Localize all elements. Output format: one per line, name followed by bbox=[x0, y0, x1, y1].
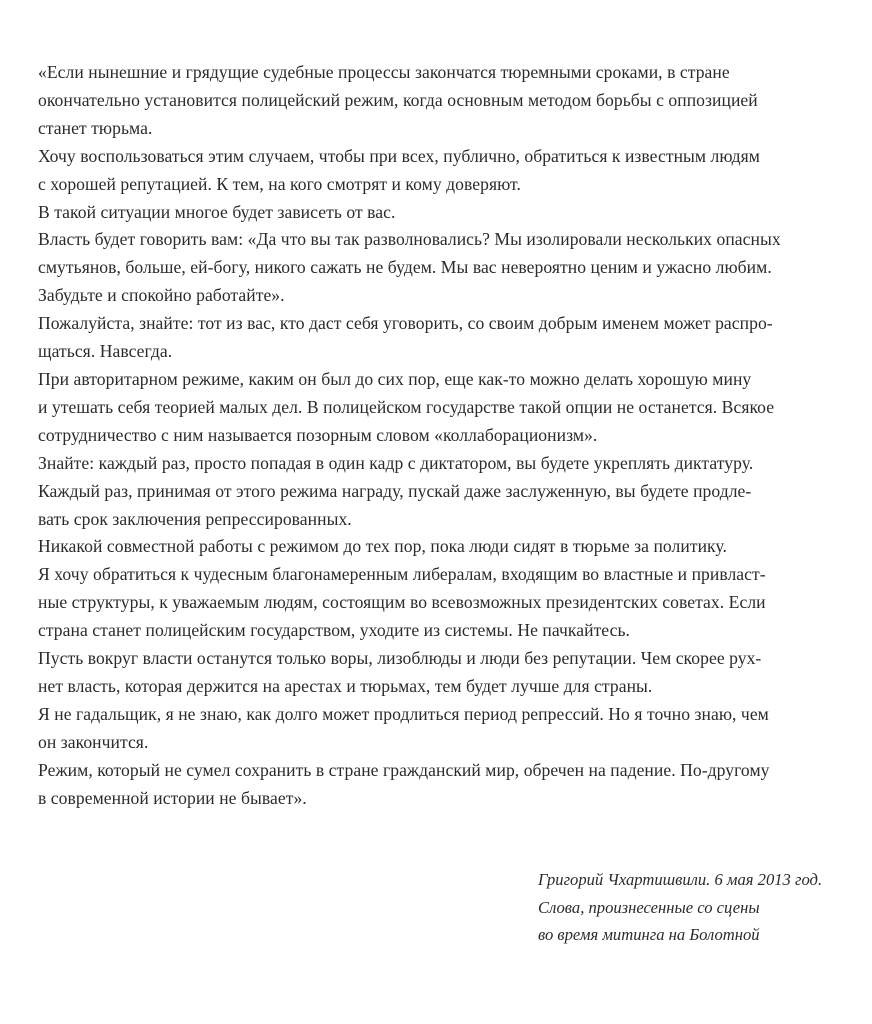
text-line: Я не гадальщик, я не знаю, как долго может продлиться период репрессий. Но я точно знаю, чем bbox=[38, 703, 769, 724]
text-line: вать срок заключения репрессированных. bbox=[38, 508, 352, 529]
text-line: щаться. Навсегда. bbox=[38, 341, 173, 362]
signature-note: во время митинга на Болотной bbox=[538, 925, 760, 944]
text-line: При авторитарном режиме, каким он был до сих пор, еще как-то можно делать хорошую мину bbox=[38, 368, 752, 389]
text-line: Власть будет говорить вам: «Да что вы так разволновались? Мы изолировали нескольких опасных bbox=[38, 229, 781, 250]
text-line: Хочу воспользоваться этим случаем, чтобы при всех, публично, обратиться к известным людям bbox=[38, 145, 760, 166]
text-line: Знайте: каждый раз, просто попадая в один кадр с диктатором, вы будете укреплять диктатуру. bbox=[38, 452, 754, 473]
paragraph bbox=[38, 478, 838, 534]
text-line: ные структуры, к уважаемым людям, состоящим во всевозможных президентских советах. Если bbox=[38, 592, 766, 613]
text-line: Забудьте и спокойно работайте». bbox=[38, 285, 285, 306]
text-line: он закончится. bbox=[38, 731, 149, 752]
text-line: станет тюрьма. bbox=[38, 117, 153, 138]
paragraph bbox=[38, 226, 838, 310]
paragraph bbox=[38, 450, 838, 478]
paragraph bbox=[38, 757, 838, 813]
text-line: «Если нынешние и грядущие судебные процессы закончатся тюремными сроками, в стране bbox=[38, 62, 730, 82]
paragraph bbox=[38, 143, 838, 199]
text-line: Никакой совместной работы с режимом до тех пор, пока люди сидят в тюрьме за политику. bbox=[38, 536, 727, 557]
text-line: В такой ситуации многое будет зависеть от вас. bbox=[38, 201, 396, 222]
text-line: Режим, который не сумел сохранить в стране гражданский мир, обречен на падение. По-другому bbox=[38, 759, 770, 780]
text-line: Я хочу обратиться к чудесным благонамеренным либералам, входящим во властные и привласт- bbox=[38, 564, 766, 585]
text-line: нет власть, которая держится на арестах и тюрьмах, тем будет лучше для страны. bbox=[38, 675, 653, 696]
text-line: в современной истории не бывает». bbox=[38, 787, 307, 808]
paragraph bbox=[38, 561, 838, 645]
paragraph bbox=[38, 199, 838, 227]
paragraph bbox=[38, 645, 838, 701]
signature-note: Слова, произнесенные со сцены bbox=[538, 897, 760, 917]
text-line: и утешать себя теорией малых дел. В полицейском государстве такой опции не останется. Всякое bbox=[38, 396, 775, 417]
paragraph bbox=[38, 310, 838, 366]
text-line: Каждый раз, принимая от этого режима награду, пускай даже заслуженную, вы будете продле- bbox=[38, 480, 752, 501]
paragraph bbox=[38, 59, 838, 143]
text-line: смутьянов, больше, ей-богу, никого сажать не будем. Мы вас невероятно ценим и ужасно любим. bbox=[38, 257, 772, 278]
text-line: окончательно установится полицейский режим, когда основным методом борьбы с оппозицией bbox=[38, 89, 758, 110]
text-line: страна станет полицейским государством, уходите из системы. Не пачкайтесь. bbox=[38, 620, 630, 641]
paragraph bbox=[38, 533, 838, 561]
text-line: Пожалуйста, знайте: тот из вас, кто даст себя уговорить, со своим добрым именем может распро- bbox=[38, 313, 773, 334]
paragraph bbox=[38, 701, 838, 757]
document-body bbox=[38, 59, 838, 812]
signature-block bbox=[538, 866, 822, 949]
paragraph bbox=[38, 366, 838, 450]
signature-author-date: Григорий Чхартишвили. 6 мая 2013 год. bbox=[538, 870, 823, 889]
text-line: Пусть вокруг власти останутся только воры, лизоблюды и люди без репутации. Чем скорее рух- bbox=[38, 648, 762, 669]
text-line: с хорошей репутацией. К тем, на кого смотрят и кому доверяют. bbox=[38, 173, 521, 194]
text-line: сотрудничество с ним называется позорным словом «коллаборационизм». bbox=[38, 424, 598, 445]
